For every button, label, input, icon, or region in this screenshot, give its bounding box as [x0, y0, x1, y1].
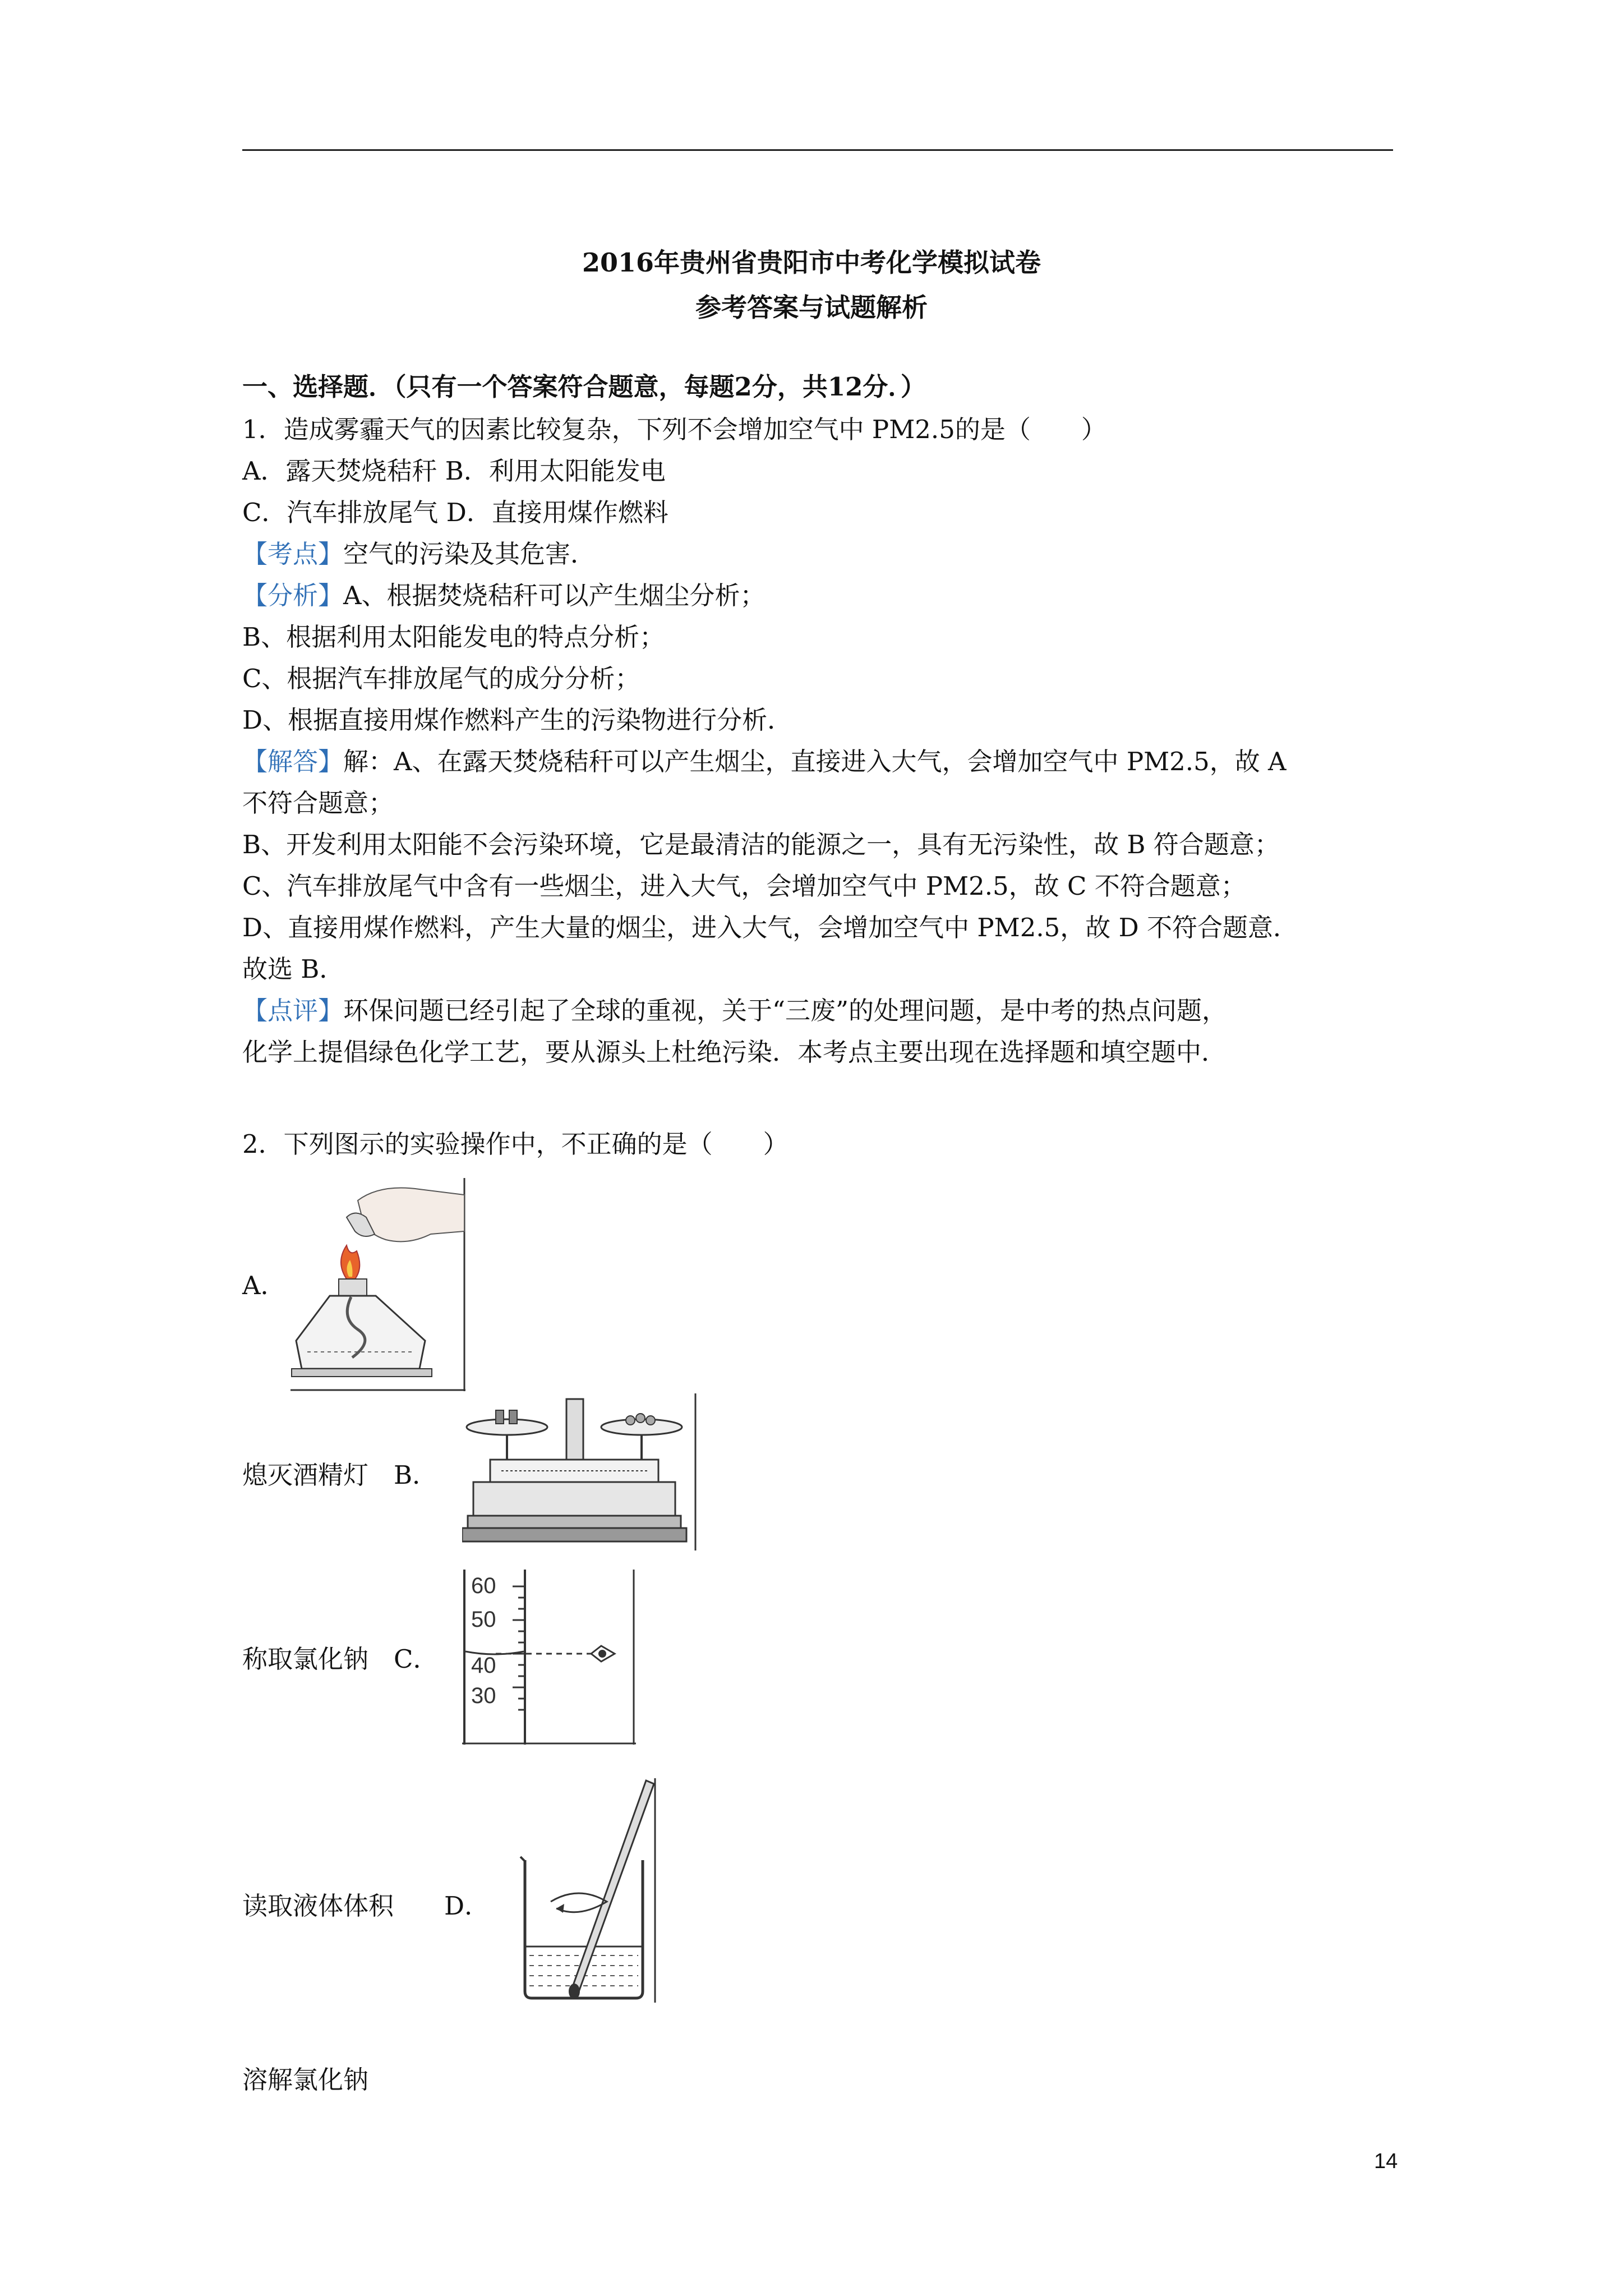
kaodian-tag: 【考点】 — [242, 539, 344, 569]
tick-30: 30 — [471, 1683, 496, 1708]
page-subtitle: 参考答案与试题解析 — [695, 292, 928, 323]
q2-option-d-caption: 溶解氯化钠 — [242, 2065, 369, 2095]
balance-figure — [462, 1393, 698, 1550]
page-title: 2016年贵州省贵阳市中考化学模拟试卷 — [582, 247, 1041, 278]
jieda-text-a1: 解：A、在露天焚烧秸秆可以产生烟尘，直接进入大气，会增加空气中 PM2.5，故 A — [343, 747, 1287, 776]
caption-a: 熄灭酒精灯 — [242, 1460, 369, 1490]
caption-c: 读取液体体积 — [242, 1891, 394, 1921]
dianping-text-1: 环保问题已经引起了全球的重视，关于“三废”的处理问题，是中考的热点问题， — [343, 996, 1228, 1025]
tick-40: 40 — [471, 1653, 496, 1678]
kaodian-text: 空气的污染及其危害． — [343, 539, 596, 569]
fenxi-text-a: A、根据焚烧秸秆可以产生烟尘分析； — [343, 581, 766, 610]
jieda-text-c: C、汽车排放尾气中含有一些烟尘，进入大气，会增加空气中 PM2.5，故 C 不符合题意； — [242, 871, 1246, 901]
q2-option-c-caption — [242, 1889, 490, 1923]
jieda-text-b: B、开发利用太阳能不会污染环境，它是最清洁的能源之一，具有无污染性，故 B 符合题意； — [242, 830, 1280, 859]
page-number: 14 — [1374, 2150, 1398, 2173]
header-rule — [242, 149, 1393, 151]
q1-jieda — [242, 745, 1287, 779]
q2-option-d-letter: D． — [444, 1891, 490, 1921]
alcohol-lamp-figure — [291, 1178, 465, 1391]
q2-option-b-letter: B． — [394, 1460, 438, 1490]
q1-kaodian — [242, 537, 596, 571]
jieda-text-d: D、直接用煤作燃料，产生大量的烟尘，进入大气，会增加空气中 PM2.5，故 D 不符合题意． — [242, 913, 1298, 942]
jieda-text-a2: 不符合题意； — [242, 788, 394, 818]
dianping-text-2: 化学上提倡绿色化学工艺，要从源头上杜绝污染．本考点主要出现在选择题和填空题中． — [242, 1037, 1227, 1067]
q1-dianping — [242, 994, 1227, 1028]
q2-option-a-letter: A． — [242, 1271, 286, 1300]
q1-options-cd: C．汽车排放尾气 D．直接用煤作燃料 — [242, 498, 668, 527]
graduated-cylinder-figure — [462, 1570, 636, 1745]
q2-stem: 2．下列图示的实验操作中，不正确的是（ ） — [242, 1129, 789, 1159]
q1-answer: 故选 B． — [242, 954, 345, 984]
q2-option-c-letter: C． — [394, 1644, 439, 1674]
q1-stem: 1．造成雾霾天气的因素比较复杂，下列不会增加空气中 PM2.5的是（ ） — [242, 415, 1106, 444]
jieda-tag: 【解答】 — [242, 747, 344, 776]
fenxi-text-b: B、根据利用太阳能发电的特点分析； — [242, 622, 665, 652]
section-heading: 一、选择题．（只有一个答案符合题意，每题2分，共12分．） — [242, 372, 926, 402]
fenxi-text-d: D、根据直接用煤作燃料产生的污染物进行分析． — [242, 705, 793, 735]
fenxi-tag: 【分析】 — [242, 581, 344, 610]
tick-50: 50 — [471, 1607, 496, 1632]
q2-option-a-caption — [242, 1458, 437, 1492]
q1-options-ab: A．露天焚烧秸秆 B．利用太阳能发电 — [242, 456, 666, 486]
caption-b: 称取氯化钠 — [242, 1644, 369, 1674]
tick-60: 60 — [471, 1573, 496, 1598]
dianping-tag: 【点评】 — [242, 996, 344, 1025]
fenxi-text-c: C、根据汽车排放尾气的成分分析； — [242, 664, 640, 693]
q2-option-b-caption — [242, 1642, 438, 1676]
q1-fenxi — [242, 579, 766, 613]
beaker-figure — [517, 1778, 657, 2003]
